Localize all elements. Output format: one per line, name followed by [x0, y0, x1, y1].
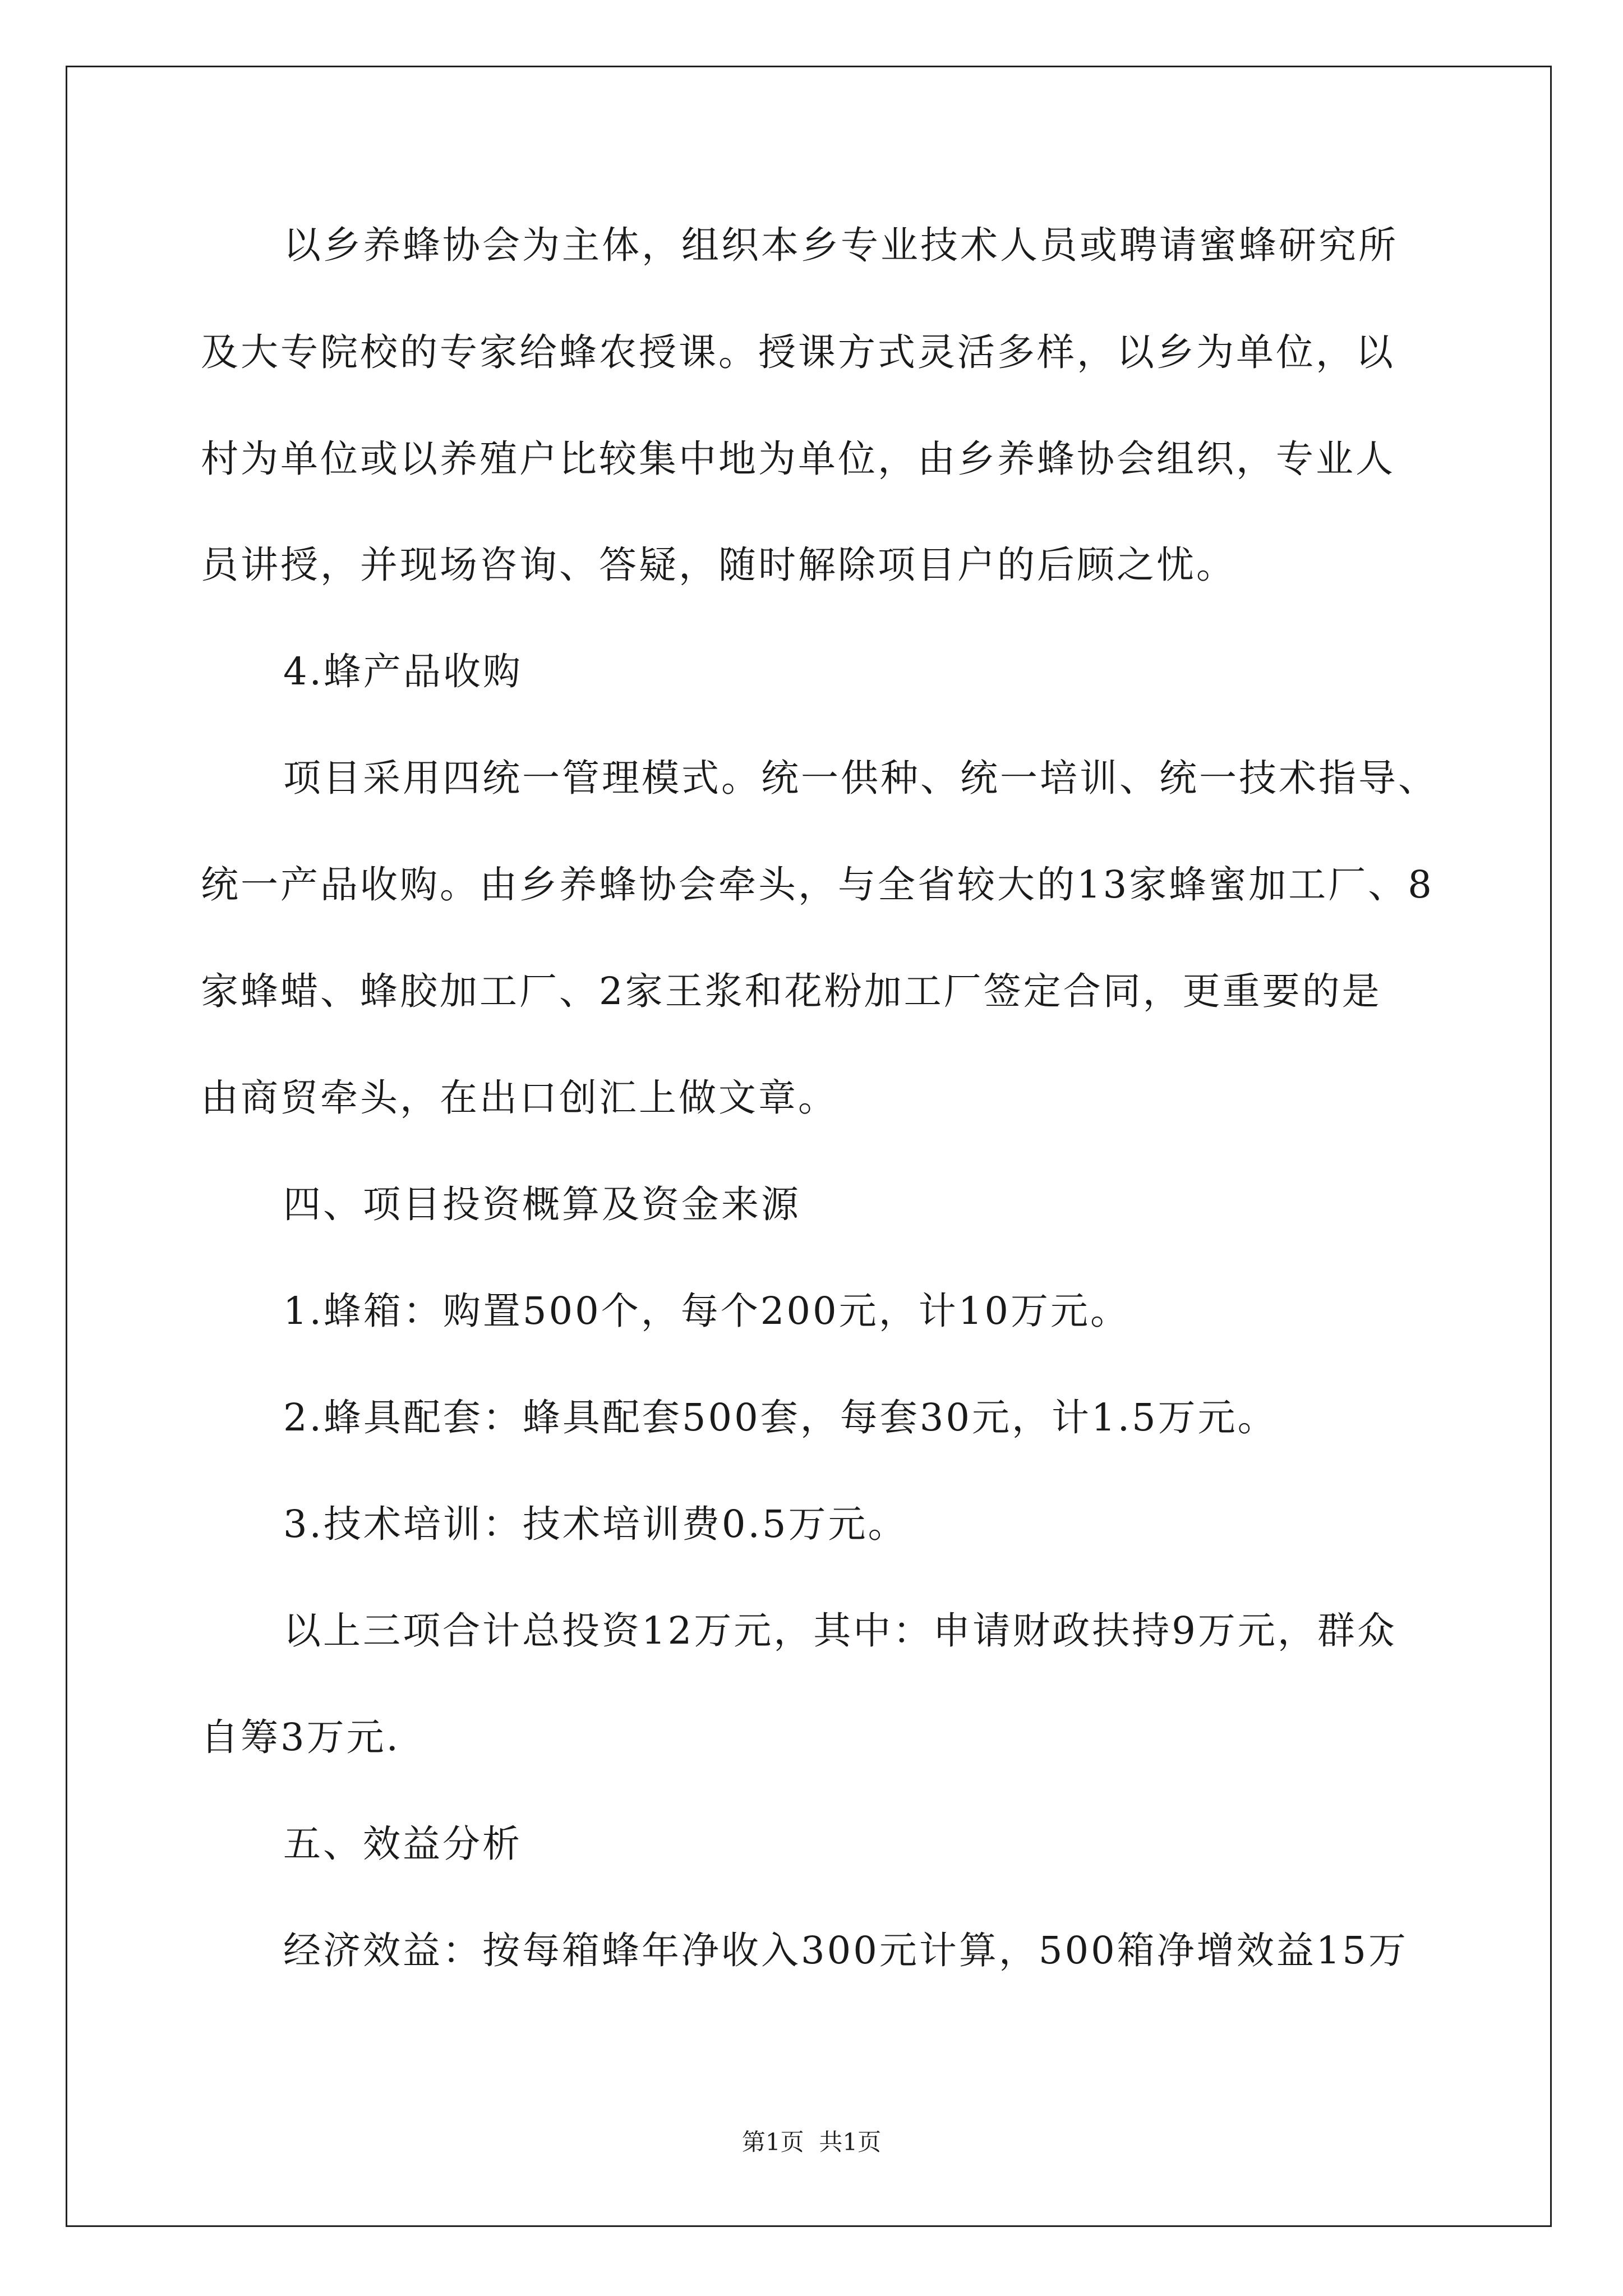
paragraph-line-3: 村为单位或以养殖户比较集中地为单位，由乡养蜂协会组织，专业人	[201, 437, 1395, 481]
paragraph-line-15: 自筹3万元.	[201, 1715, 400, 1759]
paragraph-line-6: 项目采用四统一管理模式。统一供种、统一培训、统一技术指导、	[283, 756, 1438, 800]
list-item-training: 3.技术培训：技术培训费0.5万元。	[283, 1502, 908, 1546]
list-item-beehive: 1.蜂箱：购置500个，每个200元，计10万元。	[283, 1289, 1130, 1333]
paragraph-line-9: 由商贸牵头，在出口创汇上做文章。	[201, 1076, 838, 1120]
list-item-equipment: 2.蜂具配套：蜂具配套500套，每套30元，计1.5万元。	[283, 1396, 1278, 1439]
paragraph-line-17: 经济效益：按每箱蜂年净收入300元计算，500箱净增效益15万	[283, 1929, 1409, 1972]
paragraph-line-4: 员讲授，并现场咨询、答疑，随时解除项目户的后顾之忧。	[201, 543, 1236, 587]
page-footer: 第1页 共1页	[741, 2128, 882, 2156]
paragraph-line-8: 家蜂蜡、蜂胶加工厂、2家王浆和花粉加工厂签定合同，更重要的是	[201, 969, 1382, 1013]
paragraph-line-1: 以乡养蜂协会为主体，组织本乡专业技术人员或聘请蜜蜂研究所	[283, 223, 1398, 267]
paragraph-line-7: 统一产品收购。由乡养蜂协会牵头，与全省较大的13家蜂蜜加工厂、8	[201, 863, 1434, 907]
paragraph-line-2: 及大专院校的专家给蜂农授课。授课方式灵活多样，以乡为单位，以	[201, 330, 1395, 374]
page-border	[66, 66, 1552, 2227]
section-heading-investment: 四、项目投资概算及资金来源	[283, 1182, 801, 1226]
paragraph-line-14: 以上三项合计总投资12万元，其中：申请财政扶持9万元，群众	[283, 1609, 1397, 1653]
section-heading-product-purchase: 4.蜂产品收购	[283, 650, 523, 693]
section-heading-benefit-analysis: 五、效益分析	[283, 1822, 522, 1866]
